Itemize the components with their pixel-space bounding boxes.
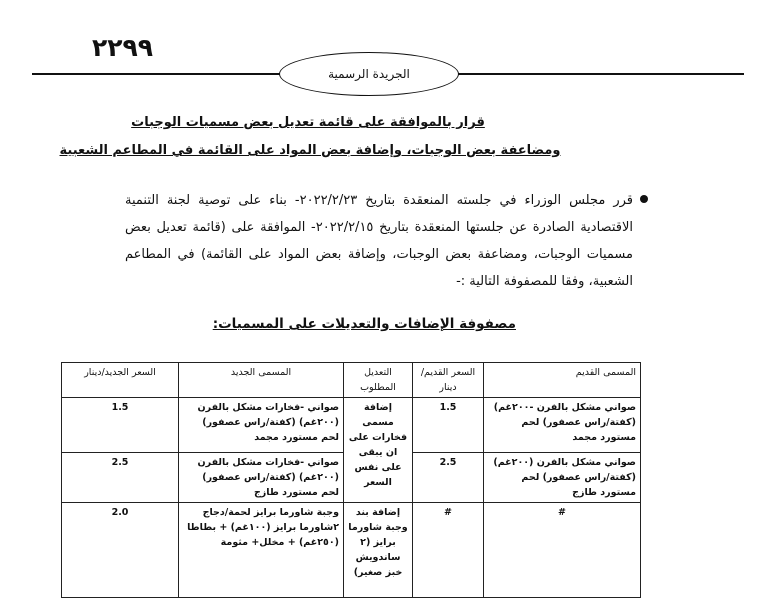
header-new-name: المسمى الجديد (179, 363, 344, 398)
header-new-price: السعر الجديد/دينار (62, 363, 179, 398)
table-row (62, 398, 641, 453)
new-price-cell: 1.5 (62, 398, 179, 453)
page-number: ٢٢٩٩ (92, 33, 154, 62)
bullet-icon (640, 195, 648, 203)
header-modification: التعديل المطلوب (344, 363, 413, 398)
old-price-cell: 1.5 (413, 398, 484, 453)
header-old-price: السعر القديم/دينار (413, 363, 484, 398)
decision-paragraph: قرر مجلس الوزراء في جلسته المنعقدة بتاريخ ٢٠٢٢/٢/٢٣- بناء على توصية لجنة التنمية الاقتصادية الصادرة عن جلستها المنعقدة بتاريخ ٢٠٢٢/٢/١٥- الموافقة على (قائمة تعديل بعض مسميات الوجبات، ومضاعفة بعض الوجبات، وإضافة بعض المواد على القائمة) في المطاعم الشعبية، وفقا للمصفوفة التالية :- (125, 193, 634, 289)
matrix-title: مصفوفة الإضافات والتعديلات على المسميات: (212, 316, 516, 332)
modification-cell: إضافة بند وجبة شاورما برايز (٢ ساندويش خبز صغير) (344, 503, 413, 598)
changes-table (61, 362, 641, 598)
old-name-cell: صواني مشكل بالفرن -٢٠٠غم) (كفتة/راس عصفور) لحم مستورد مجمد (484, 398, 641, 453)
gazette-name: الجريدة الرسمية (328, 67, 410, 81)
old-price-cell: 2.5 (413, 453, 484, 503)
new-name-cell: وجبة شاورما برايز لحمة/دجاج ٢شاورما برايز (١٠٠غم) + بطاطا (٢٥٠غم) + مخلل+ مثومة (179, 503, 344, 598)
decision-title-line2: ومضاعفة بعض الوجبات، وإضافة بعض المواد على القائمة في المطاعم الشعبية (59, 143, 561, 158)
new-price-cell: 2.0 (62, 503, 179, 598)
new-price-cell: 2.5 (62, 453, 179, 503)
decision-title-line1: قرار بالموافقة على قائمة تعديل بعض مسميات الوجبات (131, 115, 485, 130)
table-header-row (62, 363, 641, 398)
old-name-cell: # (484, 503, 641, 598)
modification-cell: إضافة مسمى فخارات على ان يبقى على نفس السعر (344, 398, 413, 503)
header-old-name: المسمى القديم (484, 363, 641, 398)
old-name-cell: صواني مشكل بالفرن (٢٠٠غم) (كفتة/راس عصفور) لحم مستورد طازج (484, 453, 641, 503)
gazette-name-oval (279, 52, 459, 96)
old-price-cell: # (413, 503, 484, 598)
new-name-cell: صواني -فخارات مشكل بالفرن (٢٠٠غم) (كفتة/راس عصفور) لحم مستورد طازج (179, 453, 344, 503)
table-row (62, 503, 641, 598)
new-name-cell: صواني -فخارات مشكل بالفرن (٢٠٠غم) (كفتة/راس عصفور) لحم مستورد مجمد (179, 398, 344, 453)
